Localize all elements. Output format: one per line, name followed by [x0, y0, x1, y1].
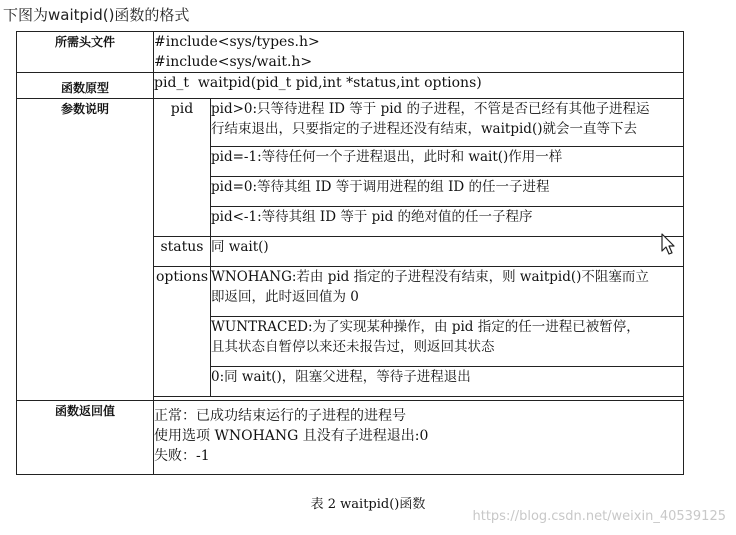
desc-line: WNOHANG:若由 pid 指定的子进程没有结束，则 waitpid()不阻塞而立	[211, 269, 649, 285]
return-line-normal: 正常：已成功结束运行的子进程的进程号	[154, 408, 406, 424]
param-pid-desc-3	[211, 177, 684, 207]
waitpid-table	[16, 31, 684, 475]
desc-line: 且其状态自暂停以来还未报告过，则返回其状态	[211, 339, 495, 355]
intro-text: 下图为waitpid()函数的格式	[3, 6, 190, 24]
header-label: 所需头文件	[17, 32, 154, 73]
param-pid-row-1	[17, 99, 684, 147]
param-pid-desc-1	[211, 99, 684, 147]
param-options-desc-2	[211, 317, 684, 367]
prototype-value: pid_t waitpid(pid_t pid,int *status,int options)	[154, 73, 684, 99]
desc-line: pid<-1:等待其组 ID 等于 pid 的绝对值的任一子程序	[211, 209, 533, 225]
prototype-row	[17, 73, 684, 99]
headers-row	[17, 32, 684, 73]
desc-line: pid>0:只等待进程 ID 等于 pid 的子进程，不管是否已经有其他子进程运	[211, 101, 650, 117]
header-include-1: #include<sys/types.h>	[154, 34, 320, 50]
desc-line: 即返回，此时返回值为 0	[211, 289, 359, 305]
params-label: 参数说明	[17, 99, 154, 401]
desc-line: 行结束退出，只要指定的子进程还没有结束，waitpid()就会一直等下去	[211, 121, 637, 137]
return-line-wnohang: 使用选项 WNOHANG 且没有子进程退出:0	[154, 428, 429, 444]
table-caption: 表 2 waitpid()函数	[310, 497, 426, 512]
param-options-desc-3	[211, 367, 684, 397]
param-pid-name: pid	[154, 99, 211, 237]
mouse-pointer-icon	[660, 233, 676, 257]
watermark: https://blog.csdn.net/weixin_40539125	[472, 509, 726, 524]
param-options-name: options	[154, 267, 211, 397]
param-options-desc-1	[211, 267, 684, 317]
param-pid-desc-4	[211, 207, 684, 237]
desc-line: pid=-1:等待任何一个子进程退出，此时和 wait()作用一样	[211, 149, 563, 165]
return-values	[154, 401, 684, 475]
param-status-desc: 同 wait()	[211, 237, 684, 267]
header-include-2: #include<sys/wait.h>	[154, 54, 313, 70]
param-status-name: status	[154, 237, 211, 267]
desc-line: 0:同 wait()，阻塞父进程，等待子进程退出	[211, 369, 471, 385]
prototype-label: 函数原型	[17, 73, 154, 99]
return-line-failure: 失败：-1	[154, 448, 210, 464]
header-values	[154, 32, 684, 73]
return-label: 函数返回值	[17, 401, 154, 475]
desc-line: pid=0:等待其组 ID 等于调用进程的组 ID 的任一子进程	[211, 179, 550, 195]
desc-line: WUNTRACED:为了实现某种操作，由 pid 指定的任一进程已被暂停，	[211, 319, 640, 335]
return-row	[17, 401, 684, 475]
param-pid-desc-2	[211, 147, 684, 177]
